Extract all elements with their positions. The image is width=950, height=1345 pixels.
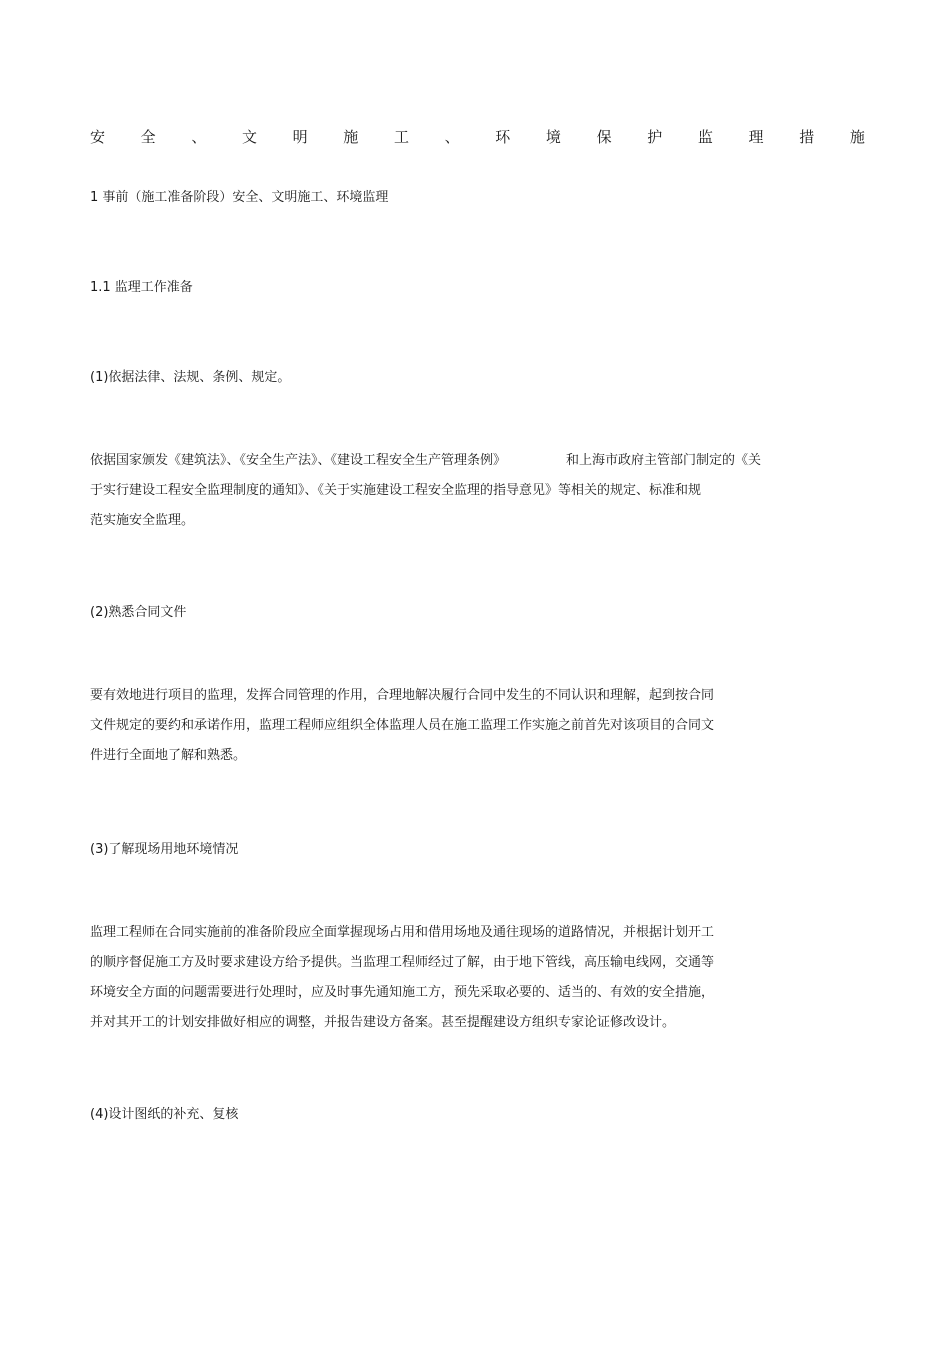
body-line	[90, 446, 850, 476]
title-char: 、	[444, 128, 460, 146]
body-line: 的顺序督促施工方及时要求建设方给予提供。当监理工程师经过了解，由于地下管线，高压输电线网，交通等	[90, 955, 715, 970]
title-char: 、	[191, 128, 207, 146]
title-char: 全	[140, 128, 156, 146]
body-line: 监理工程师在合同实施前的准备阶段应全面掌握现场占用和借用场地及通往现场的道路情况，并根据计划开工	[90, 925, 715, 940]
document-title	[90, 126, 865, 147]
body-line: 并对其开工的计划安排做好相应的调整，并报告建设方备案。甚至提醒建设方组织专家论证修改设计。	[90, 1015, 676, 1030]
line-fragment: 依据国家颁发《建筑法》、《安全生产法》、《建设工程安全生产管理条例》	[90, 453, 507, 468]
title-char: 文	[241, 128, 257, 146]
body-line: 文件规定的要约和承诺作用，监理工程师应组织全体监理人员在施工监理工作实施之前首先对该项目的合同文	[90, 718, 715, 733]
body-line: 件进行全面地了解和熟悉。	[90, 748, 247, 763]
title-char: 监	[697, 128, 713, 146]
item-body-1	[90, 446, 850, 536]
title-char: 工	[393, 128, 409, 146]
subsection-heading-1-1: 1.1 监理工作准备	[90, 280, 193, 295]
body-line: 要有效地进行项目的监理，发挥合同管理的作用，合理地解决履行合同中发生的不同认识和理解，起到按合同	[90, 688, 715, 703]
title-char: 理	[748, 128, 764, 146]
title-char: 护	[647, 128, 663, 146]
item-body-2	[90, 681, 850, 771]
title-char: 明	[292, 128, 308, 146]
line-fragment: 和上海市政府主管部门制定的《关	[566, 453, 762, 468]
title-char: 施	[343, 128, 359, 146]
title-char: 施	[849, 128, 865, 146]
title-char: 环	[495, 128, 511, 146]
title-char: 安	[90, 128, 106, 146]
title-char: 保	[596, 128, 612, 146]
body-line: 环境安全方面的问题需要进行处理时，应及时事先通知施工方，预先采取必要的、适当的、有效的安全措施，	[90, 985, 715, 1000]
title-char: 境	[545, 128, 561, 146]
body-line: 范实施安全监理。	[90, 513, 195, 528]
item-heading-4: (4)设计图纸的补充、复核	[90, 1107, 239, 1122]
item-heading-1: (1)依据法律、法规、条例、规定。	[90, 370, 291, 385]
item-body-3	[90, 918, 850, 1038]
section-heading-1: 1 事前（施工准备阶段）安全、文明施工、环境监理	[90, 190, 389, 205]
item-heading-3: (3)了解现场用地环境情况	[90, 842, 239, 857]
body-line: 于实行建设工程安全监理制度的通知》、《关于实施建设工程安全监理的指导意见》等相关的规定、标准和规	[90, 483, 702, 498]
item-heading-2: (2)熟悉合同文件	[90, 605, 187, 620]
title-char: 措	[799, 128, 815, 146]
